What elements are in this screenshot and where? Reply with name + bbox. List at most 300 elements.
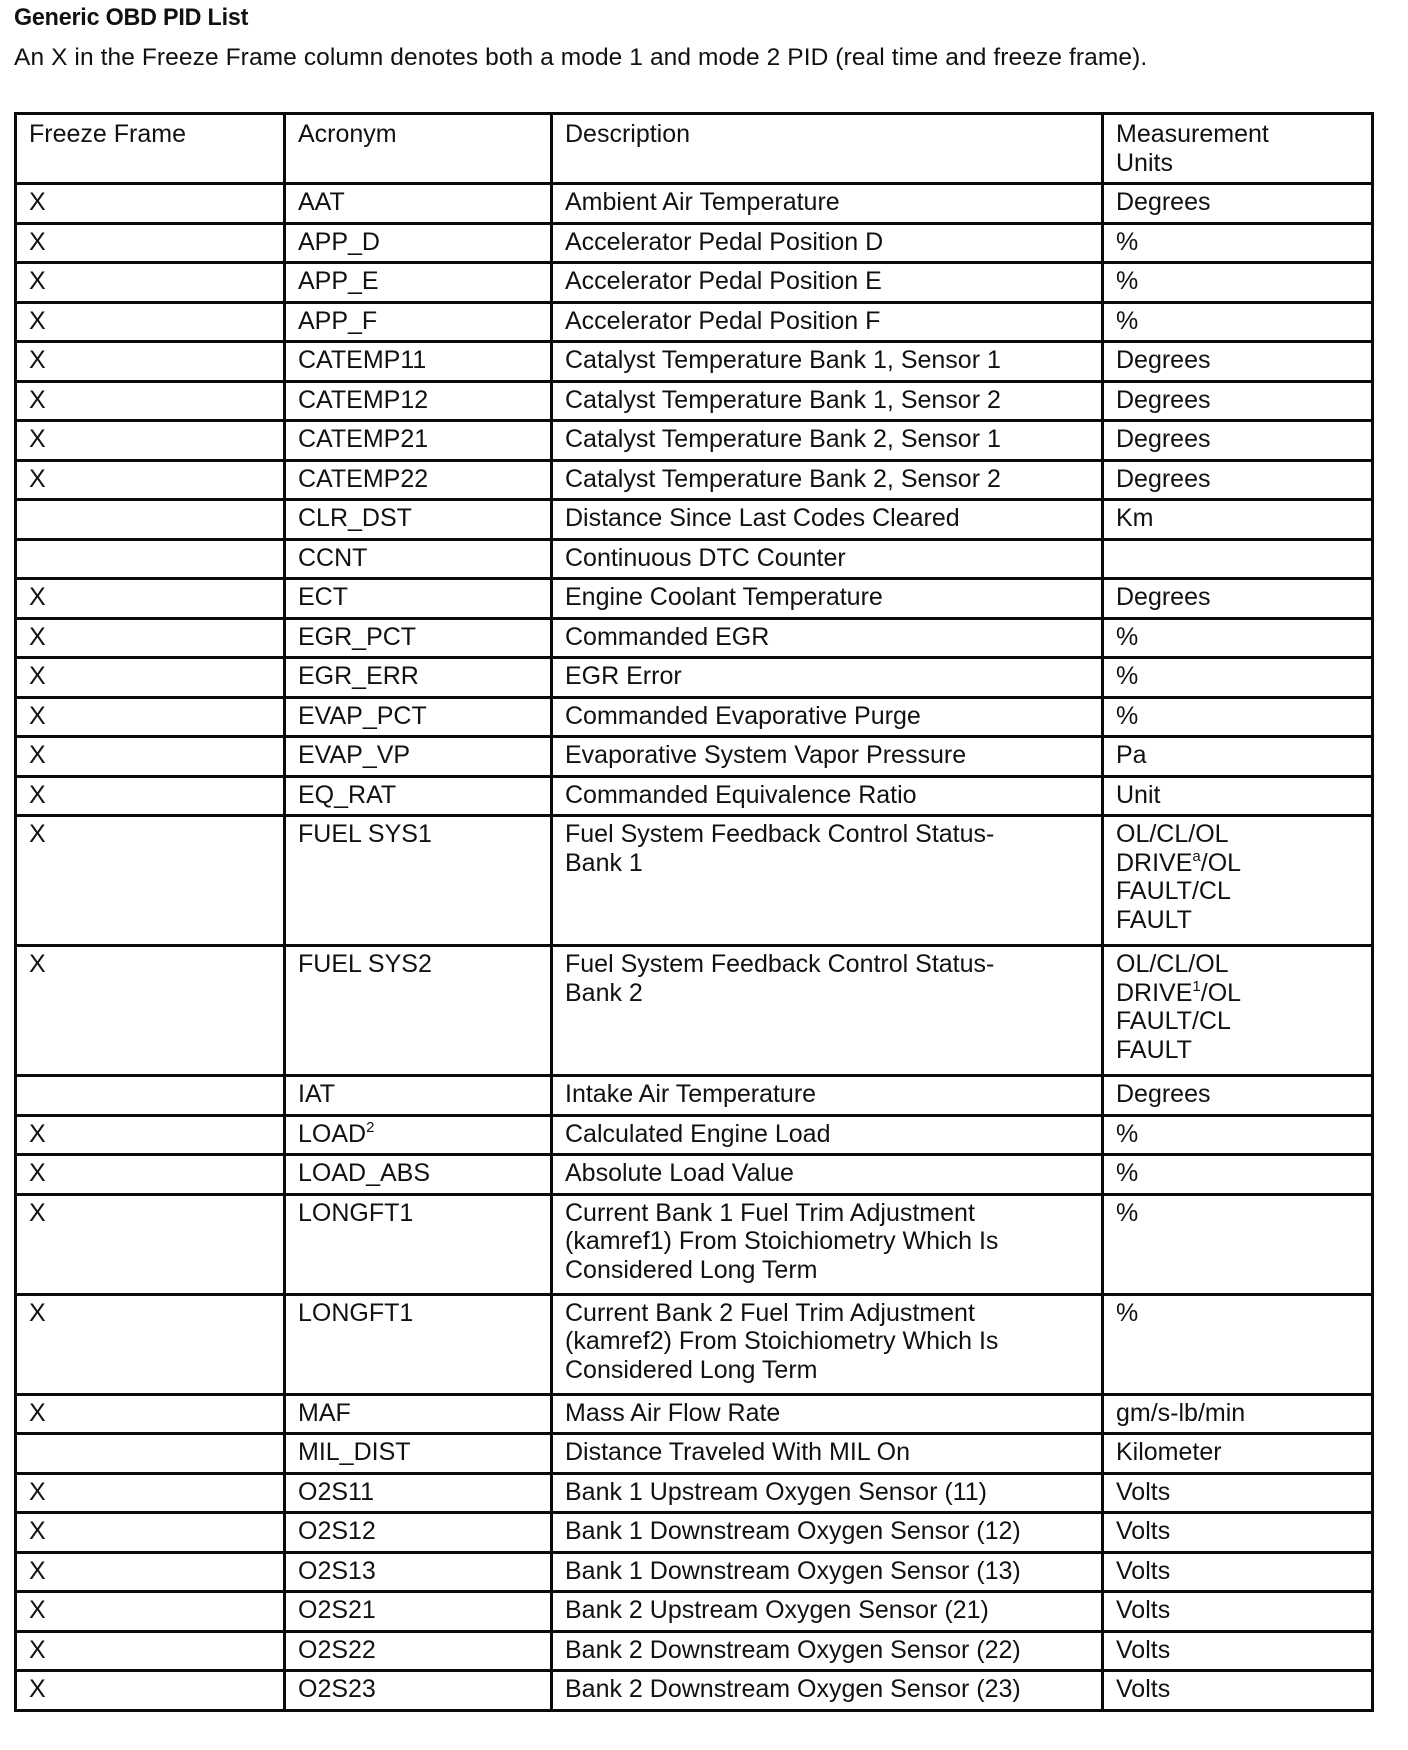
- table-row: [16, 1294, 1373, 1394]
- cell-measurement-units: [1103, 816, 1373, 946]
- units-text: Kilometer: [1116, 1438, 1222, 1466]
- description-line: Bank 2 Downstream Oxygen Sensor (23): [565, 1675, 1021, 1703]
- units-text: gm/s-lb/min: [1116, 1398, 1246, 1427]
- cell-acronym: [285, 342, 552, 382]
- units-line: [1116, 1080, 1371, 1109]
- cell-measurement-units: [1103, 421, 1373, 461]
- cell-measurement-units: [1103, 658, 1373, 698]
- units-line: [1116, 623, 1371, 652]
- cell-description: [552, 342, 1103, 382]
- units-line: [1116, 425, 1371, 454]
- cell-freeze-frame: X: [16, 1194, 285, 1294]
- units-line: [1116, 1438, 1371, 1467]
- units-line: [1116, 307, 1371, 336]
- table-row: [16, 1194, 1373, 1294]
- units-line: [1116, 1036, 1371, 1065]
- units-text: Km: [1116, 504, 1154, 532]
- acronym-text: EGR_PCT: [298, 622, 417, 651]
- cell-acronym: [285, 302, 552, 342]
- units-text: %: [1116, 267, 1139, 295]
- units-line: [1116, 1517, 1371, 1546]
- description-line: Intake Air Temperature: [565, 1080, 817, 1108]
- units-line: [1116, 1199, 1371, 1228]
- cell-measurement-units: [1103, 539, 1373, 579]
- table-header-row: [16, 114, 1373, 184]
- description-line: Accelerator Pedal Position D: [565, 227, 884, 256]
- cell-freeze-frame: X: [16, 618, 285, 658]
- description-line: Considered Long Term: [565, 1255, 818, 1284]
- cell-acronym: [285, 1434, 552, 1474]
- table-row: [16, 421, 1373, 461]
- cell-description: [552, 539, 1103, 579]
- cell-acronym: [285, 460, 552, 500]
- header-acronym: Acronym: [285, 114, 552, 184]
- units-text: Volts: [1116, 1477, 1171, 1506]
- cell-freeze-frame: [16, 1434, 285, 1474]
- cell-measurement-units: [1103, 1394, 1373, 1434]
- table-row: [16, 1671, 1373, 1711]
- table-row: [16, 946, 1373, 1076]
- acronym-text: CATEMP22: [298, 464, 429, 493]
- description-line: Catalyst Temperature Bank 2, Sensor 1: [565, 425, 1001, 453]
- cell-acronym: [285, 737, 552, 777]
- cell-description: [552, 184, 1103, 224]
- units-text: Volts: [1116, 1635, 1171, 1664]
- table-row: [16, 1552, 1373, 1592]
- header-units-line2: Units: [1116, 148, 1173, 177]
- description-line: Continuous DTC Counter: [565, 543, 846, 572]
- units-text-suffix: /OL: [1200, 848, 1242, 877]
- description-line: Commanded EGR: [565, 622, 770, 651]
- acronym-text: O2S12: [298, 1517, 376, 1545]
- units-text-suffix: /OL: [1200, 978, 1242, 1007]
- cell-acronym: [285, 1513, 552, 1553]
- units-text: %: [1116, 1159, 1139, 1187]
- table-body: [16, 184, 1373, 1711]
- description-line: Catalyst Temperature Bank 1, Sensor 2: [565, 385, 1001, 414]
- description-line: Bank 2 Upstream Oxygen Sensor (21): [565, 1596, 989, 1624]
- units-line: [1116, 188, 1371, 217]
- cell-description: [552, 1671, 1103, 1711]
- acronym-text: CATEMP21: [298, 425, 429, 453]
- cell-freeze-frame: X: [16, 302, 285, 342]
- units-line: [1116, 1675, 1371, 1704]
- footnote-marker: 1: [1192, 977, 1201, 995]
- acronym-text: O2S21: [298, 1596, 376, 1624]
- description-line: Engine Coolant Temperature: [565, 583, 883, 611]
- cell-description: [552, 816, 1103, 946]
- cell-freeze-frame: X: [16, 342, 285, 382]
- table-row: [16, 816, 1373, 946]
- units-line: [1116, 386, 1371, 415]
- units-text: Volts: [1116, 1517, 1171, 1545]
- description-line: Bank 1 Upstream Oxygen Sensor (11): [565, 1477, 987, 1506]
- units-text: Degrees: [1116, 425, 1211, 453]
- cell-description: [552, 1434, 1103, 1474]
- cell-description: [552, 263, 1103, 303]
- cell-measurement-units: [1103, 1155, 1373, 1195]
- cell-freeze-frame: X: [16, 1155, 285, 1195]
- units-line: [1116, 1007, 1371, 1036]
- table-row: [16, 1631, 1373, 1671]
- units-line: [1116, 1159, 1371, 1188]
- units-line: [1116, 465, 1371, 494]
- cell-acronym: [285, 1394, 552, 1434]
- cell-freeze-frame: X: [16, 263, 285, 303]
- description-line: Bank 1: [565, 848, 643, 877]
- cell-measurement-units: [1103, 1671, 1373, 1711]
- cell-description: [552, 658, 1103, 698]
- table-row: [16, 539, 1373, 579]
- units-text: %: [1116, 1119, 1139, 1148]
- cell-freeze-frame: X: [16, 816, 285, 946]
- cell-description: [552, 1592, 1103, 1632]
- cell-freeze-frame: X: [16, 1671, 285, 1711]
- acronym-text: LOAD: [298, 1119, 367, 1148]
- units-line: [1116, 1636, 1371, 1665]
- description-line: Considered Long Term: [565, 1355, 818, 1384]
- cell-freeze-frame: X: [16, 1592, 285, 1632]
- cell-description: [552, 697, 1103, 737]
- acronym-text: FUEL SYS2: [298, 950, 432, 978]
- cell-description: [552, 1294, 1103, 1394]
- cell-measurement-units: [1103, 184, 1373, 224]
- cell-description: [552, 421, 1103, 461]
- units-text: Volts: [1116, 1556, 1171, 1585]
- table-row: [16, 342, 1373, 382]
- cell-measurement-units: [1103, 1592, 1373, 1632]
- acronym-text: O2S11: [298, 1477, 374, 1506]
- cell-freeze-frame: X: [16, 1631, 285, 1671]
- description-line: Current Bank 2 Fuel Trim Adjustment: [565, 1298, 975, 1327]
- cell-acronym: [285, 618, 552, 658]
- cell-measurement-units: [1103, 302, 1373, 342]
- table-row: [16, 381, 1373, 421]
- table-row: [16, 1592, 1373, 1632]
- cell-acronym: [285, 381, 552, 421]
- units-text: Volts: [1116, 1675, 1171, 1703]
- units-text: Degrees: [1116, 464, 1211, 493]
- description-line: Fuel System Feedback Control Status-: [565, 950, 995, 978]
- cell-freeze-frame: X: [16, 421, 285, 461]
- cell-acronym: [285, 184, 552, 224]
- cell-acronym: [285, 1631, 552, 1671]
- cell-description: [552, 381, 1103, 421]
- cell-description: [552, 1076, 1103, 1116]
- description-line: Accelerator Pedal Position E: [565, 267, 882, 295]
- units-line: [1116, 583, 1371, 612]
- units-text: OL/CL/OL: [1116, 950, 1229, 978]
- cell-measurement-units: [1103, 1473, 1373, 1513]
- description-line: Commanded Evaporative Purge: [565, 701, 921, 730]
- cell-description: [552, 737, 1103, 777]
- cell-measurement-units: [1103, 737, 1373, 777]
- cell-freeze-frame: X: [16, 184, 285, 224]
- cell-measurement-units: [1103, 1076, 1373, 1116]
- cell-acronym: [285, 697, 552, 737]
- units-text: %: [1116, 227, 1139, 256]
- header-units-line1: Measurement: [1116, 120, 1269, 148]
- table-row: [16, 460, 1373, 500]
- cell-acronym: [285, 1294, 552, 1394]
- cell-acronym: [285, 1671, 552, 1711]
- acronym-text: MAF: [298, 1398, 351, 1427]
- cell-measurement-units: [1103, 1294, 1373, 1394]
- units-text: %: [1116, 701, 1139, 730]
- cell-description: [552, 1552, 1103, 1592]
- table-row: [16, 1473, 1373, 1513]
- acronym-text: CATEMP12: [298, 385, 429, 414]
- cell-measurement-units: [1103, 381, 1373, 421]
- cell-measurement-units: [1103, 500, 1373, 540]
- cell-description: [552, 1513, 1103, 1553]
- description-line: Commanded Equivalence Ratio: [565, 780, 917, 809]
- cell-acronym: [285, 1194, 552, 1294]
- cell-freeze-frame: X: [16, 460, 285, 500]
- cell-freeze-frame: X: [16, 776, 285, 816]
- cell-measurement-units: [1103, 223, 1373, 263]
- acronym-text: EQ_RAT: [298, 780, 397, 809]
- cell-description: [552, 460, 1103, 500]
- description-line: (kamref1) From Stoichiometry Which Is: [565, 1227, 999, 1255]
- cell-freeze-frame: [16, 500, 285, 540]
- cell-measurement-units: [1103, 263, 1373, 303]
- units-text: Pa: [1116, 741, 1147, 769]
- acronym-text: CATEMP11: [298, 346, 427, 374]
- units-text: Degrees: [1116, 188, 1211, 216]
- cell-measurement-units: [1103, 1434, 1373, 1474]
- units-text: DRIVE: [1116, 978, 1193, 1007]
- acronym-text: MIL_DIST: [298, 1438, 411, 1466]
- units-line: [1116, 950, 1371, 979]
- acronym-text: EVAP_PCT: [298, 701, 427, 730]
- units-text: Degrees: [1116, 385, 1211, 414]
- table-row: [16, 1434, 1373, 1474]
- description-line: Bank 2: [565, 978, 643, 1007]
- cell-measurement-units: [1103, 697, 1373, 737]
- units-text: Degrees: [1116, 1080, 1211, 1108]
- cell-acronym: [285, 1076, 552, 1116]
- units-line: [1116, 267, 1371, 296]
- cell-measurement-units: [1103, 946, 1373, 1076]
- units-line: [1116, 228, 1371, 257]
- cell-freeze-frame: X: [16, 1394, 285, 1434]
- acronym-text: LOAD_ABS: [298, 1159, 431, 1187]
- header-freeze-frame: Freeze Frame: [16, 114, 285, 184]
- cell-description: [552, 1473, 1103, 1513]
- units-line: [1116, 1557, 1371, 1586]
- cell-measurement-units: [1103, 1194, 1373, 1294]
- description-line: Mass Air Flow Rate: [565, 1398, 781, 1427]
- acronym-text: CCNT: [298, 543, 368, 572]
- cell-acronym: [285, 579, 552, 619]
- description-line: Bank 1 Downstream Oxygen Sensor (13): [565, 1556, 1021, 1585]
- units-line: [1116, 346, 1371, 375]
- units-text: FAULT/CL: [1116, 1007, 1231, 1035]
- cell-description: [552, 1115, 1103, 1155]
- acronym-text: APP_E: [298, 267, 379, 295]
- cell-freeze-frame: X: [16, 1552, 285, 1592]
- cell-measurement-units: [1103, 579, 1373, 619]
- units-line: [1116, 741, 1371, 770]
- units-line: [1116, 979, 1371, 1008]
- description-line: Distance Since Last Codes Cleared: [565, 504, 960, 532]
- cell-acronym: [285, 816, 552, 946]
- units-line: [1116, 820, 1371, 849]
- acronym-text: APP_F: [298, 306, 378, 335]
- acronym-text: LONGFT1: [298, 1298, 414, 1327]
- description-line: Bank 1 Downstream Oxygen Sensor (12): [565, 1517, 1021, 1545]
- table-row: [16, 697, 1373, 737]
- cell-freeze-frame: X: [16, 737, 285, 777]
- units-line: [1116, 849, 1371, 878]
- cell-freeze-frame: X: [16, 697, 285, 737]
- cell-description: [552, 500, 1103, 540]
- footnote-marker: a: [1192, 847, 1201, 865]
- units-text: %: [1116, 622, 1139, 651]
- table-row: [16, 618, 1373, 658]
- units-text: %: [1116, 662, 1139, 690]
- cell-acronym: [285, 658, 552, 698]
- cell-freeze-frame: X: [16, 1473, 285, 1513]
- units-text: FAULT/CL: [1116, 877, 1231, 905]
- cell-acronym: [285, 421, 552, 461]
- table-row: [16, 223, 1373, 263]
- cell-acronym: [285, 1592, 552, 1632]
- table-row: [16, 579, 1373, 619]
- cell-freeze-frame: X: [16, 946, 285, 1076]
- header-description: Description: [552, 114, 1103, 184]
- cell-freeze-frame: X: [16, 381, 285, 421]
- cell-acronym: [285, 539, 552, 579]
- units-text: Degrees: [1116, 346, 1211, 374]
- cell-description: [552, 1194, 1103, 1294]
- acronym-text: ECT: [298, 583, 348, 611]
- cell-acronym: [285, 776, 552, 816]
- description-line: Absolute Load Value: [565, 1159, 794, 1187]
- units-line: [1116, 877, 1371, 906]
- cell-freeze-frame: X: [16, 579, 285, 619]
- cell-freeze-frame: X: [16, 1513, 285, 1553]
- description-line: Evaporative System Vapor Pressure: [565, 741, 967, 769]
- units-line: [1116, 702, 1371, 731]
- units-line: [1116, 504, 1371, 533]
- cell-freeze-frame: X: [16, 658, 285, 698]
- table-row: [16, 1076, 1373, 1116]
- cell-measurement-units: [1103, 460, 1373, 500]
- cell-description: [552, 1394, 1103, 1434]
- cell-description: [552, 776, 1103, 816]
- table-row: [16, 1115, 1373, 1155]
- description-line: Ambient Air Temperature: [565, 188, 840, 216]
- acronym-text: APP_D: [298, 227, 380, 256]
- cell-measurement-units: [1103, 1115, 1373, 1155]
- cell-measurement-units: [1103, 1552, 1373, 1592]
- cell-measurement-units: [1103, 1513, 1373, 1553]
- acronym-text: IAT: [298, 1080, 336, 1108]
- description-line: Calculated Engine Load: [565, 1119, 831, 1148]
- cell-acronym: [285, 1155, 552, 1195]
- cell-description: [552, 579, 1103, 619]
- cell-description: [552, 618, 1103, 658]
- pid-table: [14, 112, 1374, 1712]
- cell-measurement-units: [1103, 618, 1373, 658]
- cell-description: [552, 1631, 1103, 1671]
- description-line: Bank 2 Downstream Oxygen Sensor (22): [565, 1635, 1021, 1664]
- description-line: Current Bank 1 Fuel Trim Adjustment: [565, 1198, 975, 1227]
- units-text: OL/CL/OL: [1116, 820, 1229, 848]
- description-line: Fuel System Feedback Control Status-: [565, 820, 995, 848]
- table-row: [16, 184, 1373, 224]
- description-line: Distance Traveled With MIL On: [565, 1438, 911, 1466]
- units-text: Unit: [1116, 780, 1161, 809]
- table-row: [16, 1394, 1373, 1434]
- units-line: [1116, 1478, 1371, 1507]
- acronym-text: AAT: [298, 188, 345, 216]
- cell-freeze-frame: X: [16, 223, 285, 263]
- description-line: Catalyst Temperature Bank 1, Sensor 1: [565, 346, 1001, 374]
- acronym-text: O2S13: [298, 1556, 376, 1585]
- table-row: [16, 302, 1373, 342]
- units-text: Volts: [1116, 1596, 1171, 1624]
- description-line: Accelerator Pedal Position F: [565, 306, 881, 335]
- description-line: (kamref2) From Stoichiometry Which Is: [565, 1327, 999, 1355]
- units-line: [1116, 906, 1371, 935]
- acronym-text: O2S22: [298, 1635, 376, 1664]
- cell-freeze-frame: X: [16, 1294, 285, 1394]
- cell-acronym: [285, 223, 552, 263]
- cell-measurement-units: [1103, 1631, 1373, 1671]
- table-row: [16, 500, 1373, 540]
- acronym-text: O2S23: [298, 1675, 376, 1703]
- table-row: [16, 1155, 1373, 1195]
- cell-freeze-frame: X: [16, 1115, 285, 1155]
- acronym-text: EVAP_VP: [298, 741, 411, 769]
- cell-freeze-frame: [16, 539, 285, 579]
- units-line: [1116, 1299, 1371, 1328]
- units-text: %: [1116, 1298, 1139, 1327]
- acronym-text: EGR_ERR: [298, 662, 419, 690]
- cell-acronym: [285, 1473, 552, 1513]
- units-text: FAULT: [1116, 905, 1192, 934]
- header-measurement-units: [1103, 114, 1373, 184]
- units-text: Degrees: [1116, 583, 1211, 611]
- cell-description: [552, 223, 1103, 263]
- description-line: Catalyst Temperature Bank 2, Sensor 2: [565, 464, 1001, 493]
- cell-freeze-frame: [16, 1076, 285, 1116]
- acronym-text: FUEL SYS1: [298, 820, 432, 848]
- units-text: %: [1116, 306, 1139, 335]
- cell-description: [552, 946, 1103, 1076]
- cell-acronym: [285, 1115, 552, 1155]
- cell-description: [552, 302, 1103, 342]
- acronym-text: LONGFT1: [298, 1198, 414, 1227]
- units-line: [1116, 1399, 1371, 1428]
- table-row: [16, 658, 1373, 698]
- cell-measurement-units: [1103, 776, 1373, 816]
- table-row: [16, 776, 1373, 816]
- units-line: [1116, 1120, 1371, 1149]
- cell-measurement-units: [1103, 342, 1373, 382]
- page-subtitle: An X in the Freeze Frame column denotes both a mode 1 and mode 2 PID (real time and freeze frame).: [14, 44, 1148, 71]
- description-line: EGR Error: [565, 662, 682, 690]
- cell-description: [552, 1155, 1103, 1195]
- cell-acronym: [285, 500, 552, 540]
- table-row: [16, 737, 1373, 777]
- acronym-text: CLR_DST: [298, 504, 412, 532]
- table-row: [16, 263, 1373, 303]
- cell-acronym: [285, 1552, 552, 1592]
